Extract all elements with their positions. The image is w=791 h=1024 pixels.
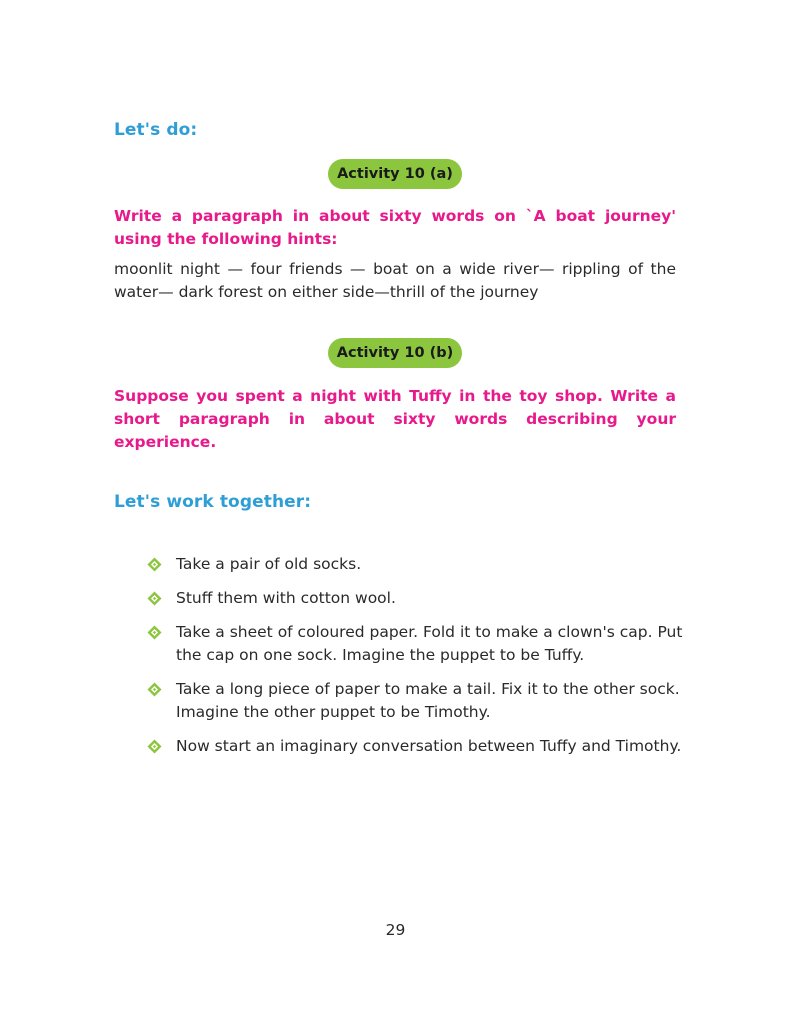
- step-text: Take a sheet of coloured paper. Fold it to make a clown's cap. Put the cap on one sock. Imagine the puppet to be Tuffy.: [176, 623, 683, 664]
- puppet-steps-list: [145, 553, 685, 769]
- step-text: Take a long piece of paper to make a tail. Fix it to the other sock. Imagine the other puppet to be Timothy.: [176, 680, 680, 721]
- list-item: [145, 678, 685, 724]
- list-item: [145, 587, 685, 610]
- list-item: [145, 553, 685, 576]
- activity-10a-hints: moonlit night — four friends — boat on a wide river— rippling of the water— dark forest on either side—thrill of the journey: [114, 260, 676, 301]
- green-diamond-bullet-icon: [147, 591, 162, 606]
- step-text: Now start an imaginary conversation between Tuffy and Timothy.: [176, 737, 682, 755]
- step-text: Take a pair of old socks.: [176, 555, 362, 573]
- green-diamond-bullet-icon: [147, 557, 162, 572]
- page-number: 29: [385, 921, 406, 939]
- step-text: Stuff them with cotton wool.: [176, 589, 396, 607]
- lets-do-heading: Let's do:: [114, 120, 198, 140]
- activity-10a-instruction: Write a paragraph in about sixty words on `A boat journey' using the following hints:: [114, 207, 676, 248]
- activity-10a-badge: Activity 10 (a): [328, 159, 462, 189]
- activity-10b-instruction: Suppose you spent a night with Tuffy in the toy shop. Write a short paragraph in about sixty words describing your experience.: [114, 387, 676, 451]
- list-item: [145, 735, 685, 758]
- green-diamond-bullet-icon: [147, 739, 162, 754]
- activity-10b-badge: Activity 10 (b): [328, 338, 462, 368]
- lets-work-together-heading: Let's work together:: [114, 492, 312, 512]
- green-diamond-bullet-icon: [147, 682, 162, 697]
- list-item: [145, 621, 685, 667]
- green-diamond-bullet-icon: [147, 625, 162, 640]
